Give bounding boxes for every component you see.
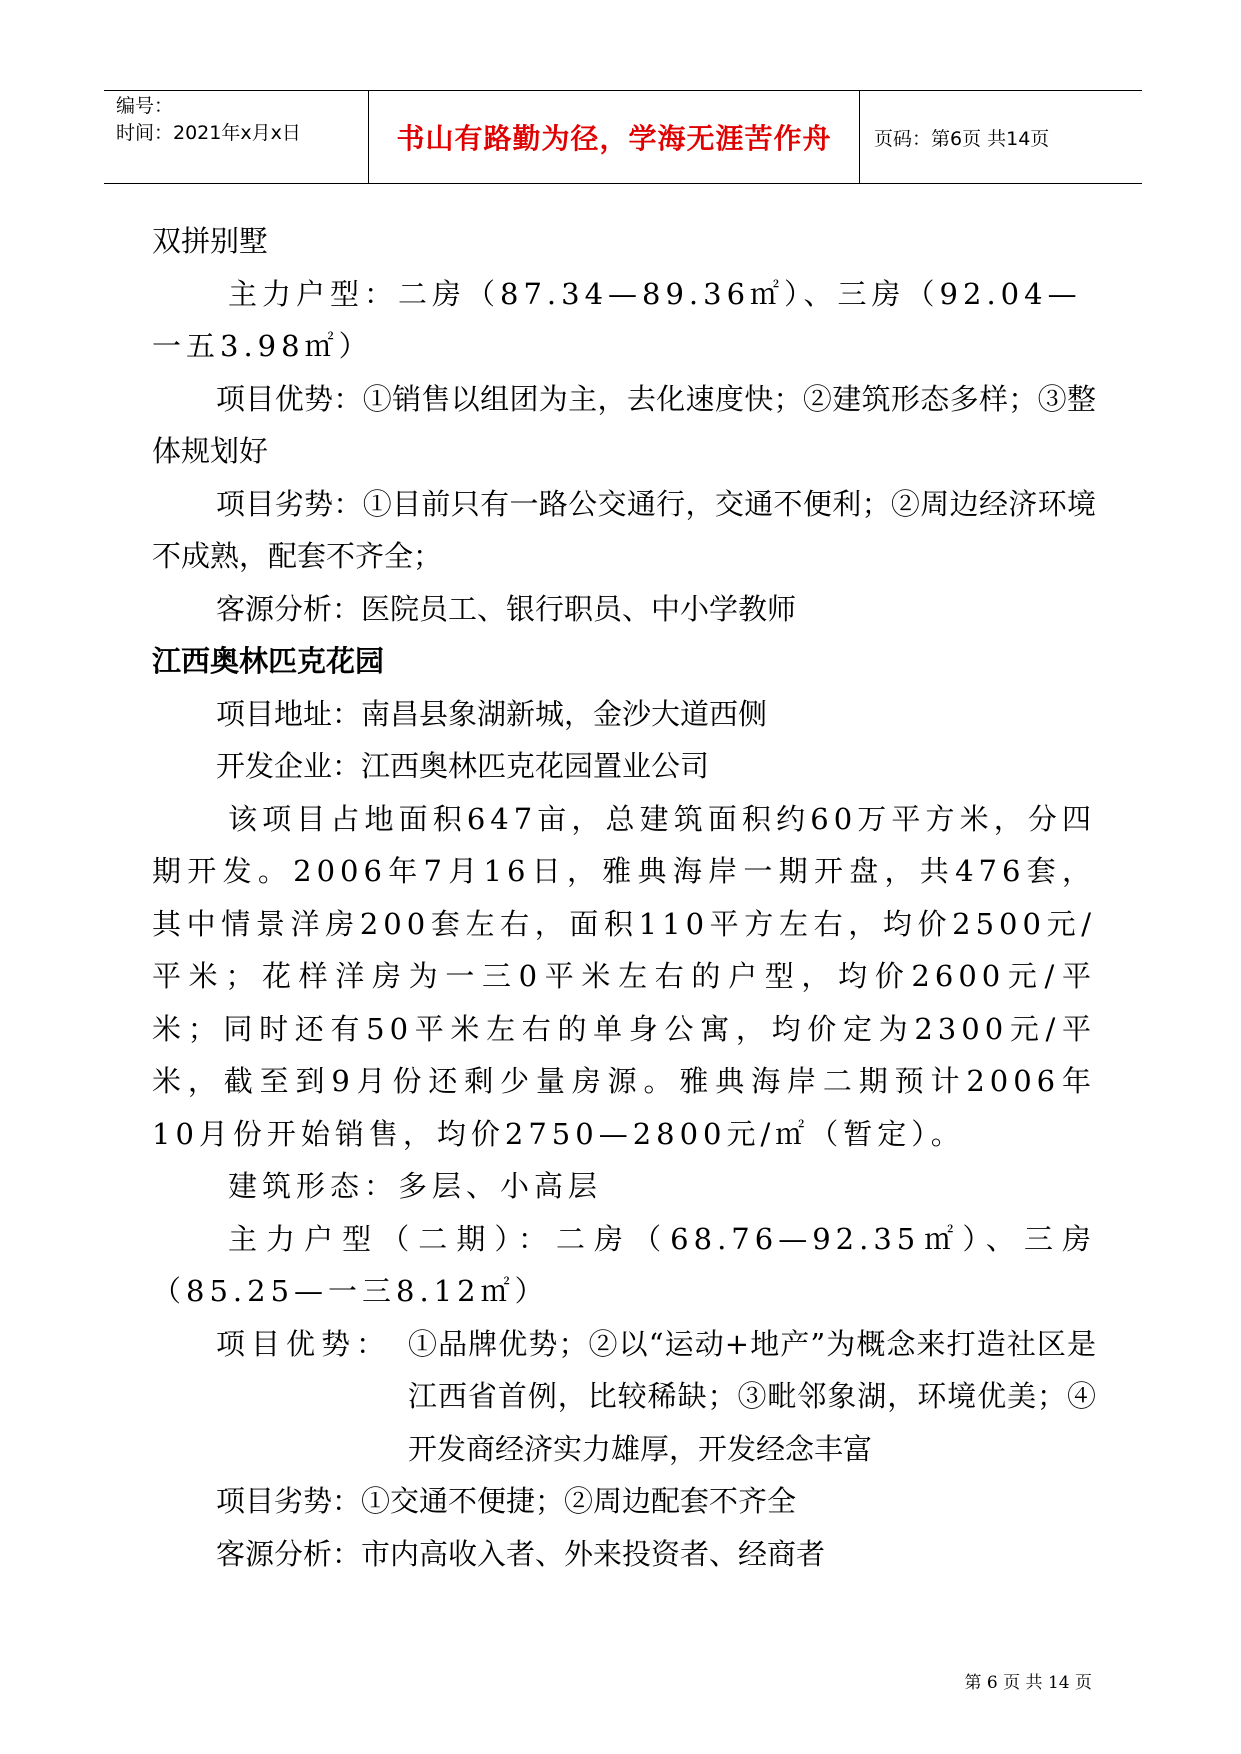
paragraph-customer-analysis-2: 客源分析：市内高收入者、外来投资者、经商者: [216, 1536, 826, 1571]
paragraph-building-form: 建筑形态：多层、小高层: [228, 1169, 603, 1203]
paragraph-main-units-phase2: 主力户型（二期）：二房（68.76—92.35㎡）、三房（85.25—一三8.12㎡）: [152, 1221, 1096, 1308]
paragraph-disadvantages: 项目劣势：①目前只有一路公交通行，交通不便利；②周边经济环境不成熟，配套不齐全；: [152, 486, 1096, 573]
paragraph-customer-analysis: 客源分析：医院员工、银行职员、中小学教师: [216, 591, 797, 626]
paragraph-advantages-2: [152, 1318, 1096, 1476]
document-body: [152, 215, 1096, 1580]
advantages-label: 项目优势：: [216, 1326, 392, 1361]
document-number-label: 编号：: [116, 95, 174, 117]
paragraph-advantages: 项目优势：①销售以组团为主，去化速度快；②建筑形态多样；③整体规划好: [152, 381, 1096, 468]
header-divider: [859, 91, 860, 183]
header-meta: [116, 93, 366, 147]
paragraph-address: 项目地址：南昌县象湖新城，金沙大道西侧: [216, 696, 768, 731]
header-divider: [368, 91, 369, 183]
page-header: [104, 90, 1142, 184]
paragraph-villa-type: 双拼别墅: [152, 224, 269, 258]
header-motto: 书山有路勤为径，学海无涯苦作舟: [396, 122, 832, 155]
document-time: 时间：2021年x月x日: [116, 122, 301, 144]
paragraph-disadvantages-2: 项目劣势：①交通不便捷；②周边配套不齐全: [216, 1484, 797, 1518]
advantages-text: ①品牌优势；②以“运动+地产”为概念来打造社区是江西省首例，比较稀缺；③毗邻象湖，环境优美；④开发商经济实力雄厚，开发经念丰富: [408, 1326, 1096, 1466]
paragraph-main-units: 主力户型：二房（87.34—89.36㎡）、三房（92.04—一五3.98㎡）: [152, 276, 1082, 363]
page-footer: 第 6 页 共 14 页: [964, 1673, 1092, 1693]
paragraph-developer: 开发企业：江西奥林匹克花园置业公司: [216, 749, 710, 783]
section-heading: 江西奥林匹克花园: [152, 644, 385, 678]
paragraph-project-overview: 该项目占地面积647亩，总建筑面积约60万平方米，分四期开发。2006年7月16日，雅典海岸一期开盘，共476套，其中情景洋房200套左右，面积110平方左右，均价2500元/平米；花样洋房为一三0平米左右的户型，均价2600元/平米；同时还有50平米左右的单身公寓，均价定为2300元/平米，截至到9月份还剩少量房源。雅典海岸二期预计2006年10月份开始销售，均价2750—2800元/㎡（暂定）。: [152, 801, 1096, 1151]
header-page-info: 页码：第6页 共14页: [874, 127, 1050, 150]
